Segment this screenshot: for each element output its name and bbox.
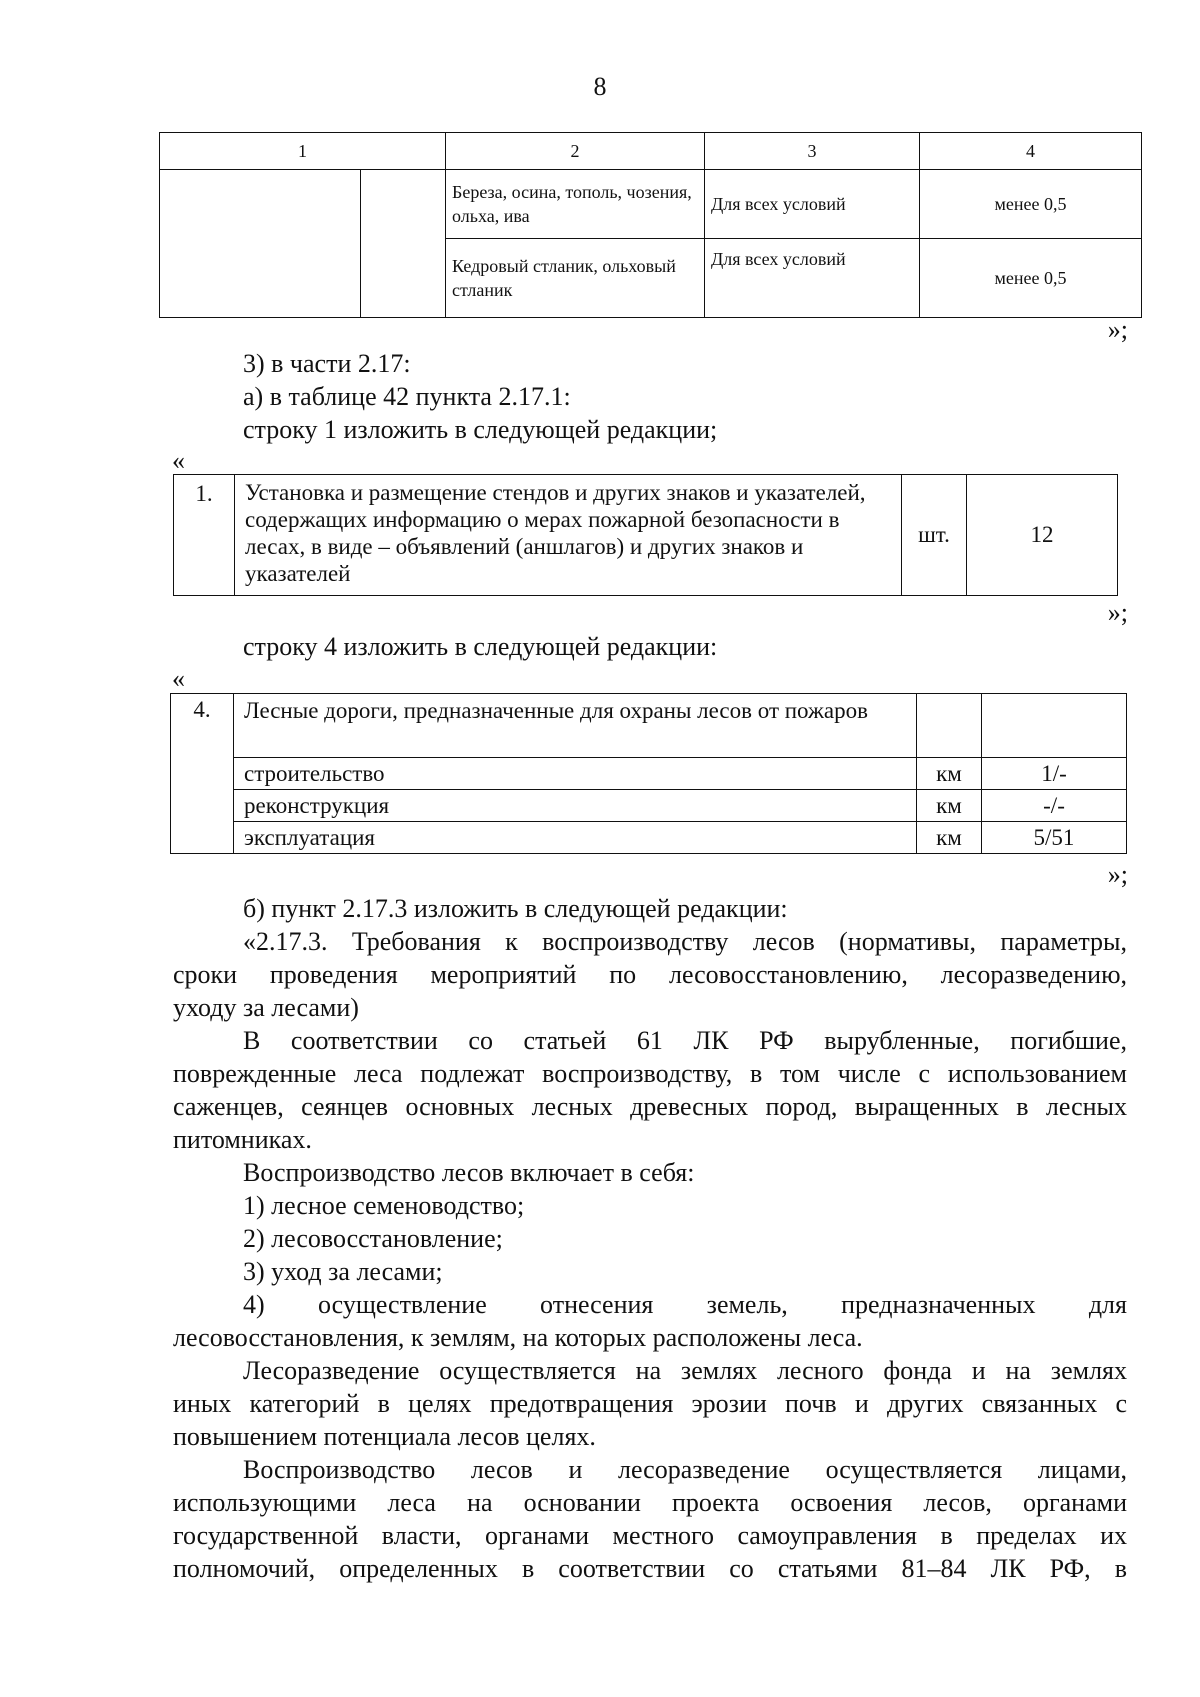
empty-cell [917,694,982,758]
row-quantity: 5/51 [982,822,1127,854]
row-quantity: -/- [982,790,1127,822]
table-header-row [160,133,1142,170]
paragraph-line: питомниках. [173,1125,312,1154]
row-name: строительство [234,758,917,790]
species-cell: Береза, осина, тополь, чозения, ольха, ива [446,170,705,239]
row-number: 1. [174,475,235,596]
row-quantity: 12 [967,475,1118,596]
row-name: эксплуатация [234,822,917,854]
table-row [171,694,1127,758]
header-cell-1: 1 [160,133,446,170]
value-cell: менее 0,5 [920,239,1142,318]
row4-table [170,693,1127,854]
value-cell: менее 0,5 [920,170,1142,239]
list-item: 1) лесное семеноводство; [243,1191,525,1220]
row-unit: шт. [902,475,967,596]
paragraph-line: Воспроизводство лесов и лесоразведение осуществляется лицами, [243,1455,1127,1484]
list-item: 4) осуществление отнесения земель, предназначенных для [243,1290,1127,1319]
header-cell-2: 2 [446,133,705,170]
table-row [174,475,1118,596]
table-row [171,822,1127,854]
paragraph-line: полномочий, определенных в соответствии со статьями 81–84 ЛК РФ, в [173,1554,1127,1583]
header-cell-4: 4 [920,133,1142,170]
row-name: реконструкция [234,790,917,822]
row-description: Установка и размещение стендов и других знаков и указателей, содержащих информацию о мерах пожарной безопасности в лесах, в виде – объявлений (аншлагов) и других знаков и указателей [235,475,902,596]
row-unit: км [917,758,982,790]
condition-cell: Для всех условий [705,239,920,318]
paragraph-line: поврежденные леса подлежат воспроизводству, в том числе с использованием [173,1059,1127,1088]
empty-cell [982,694,1127,758]
paragraph-line: государственной власти, органами местного самоуправления в пределах их [173,1521,1127,1550]
paragraph: строку 4 изложить в следующей редакции: [243,632,718,661]
paragraph-line: «2.17.3. Требования к воспроизводству лесов (нормативы, параметры, [243,927,1127,956]
header-cell-3: 3 [705,133,920,170]
closing-quote: »; [1107,315,1128,344]
empty-cell [361,170,446,318]
opening-quote: « [172,664,185,693]
empty-cell [160,170,361,318]
paragraph: а) в таблице 42 пункта 2.17.1: [243,382,571,411]
species-cell: Кедровый стланик, ольховый стланик [446,239,705,318]
opening-quote: « [172,446,185,475]
paragraph-line: сроки проведения мероприятий по лесовосстановлению, лесоразведению, [173,960,1127,989]
row1-table [173,474,1118,596]
list-item: 2) лесовосстановление; [243,1224,503,1253]
page-number: 8 [593,72,607,101]
table-row [171,758,1127,790]
closing-quote: »; [1107,860,1128,889]
row-quantity: 1/- [982,758,1127,790]
paragraph-line: Лесоразведение осуществляется на землях лесного фонда и на землях [243,1356,1127,1385]
row-title: Лесные дороги, предназначенные для охраны лесов от пожаров [234,694,917,758]
table-row [171,790,1127,822]
paragraph-line: саженцев, сеянцев основных лесных древесных пород, выращенных в лесных [173,1092,1127,1121]
list-item: лесовосстановления, к землям, на которых расположены леса. [173,1323,863,1352]
paragraph-line: В соответствии со статьей 61 ЛК РФ вырубленные, погибшие, [243,1026,1127,1055]
paragraph-line: использующими леса на основании проекта освоения лесов, органами [173,1488,1127,1517]
paragraph: 3) в части 2.17: [243,349,411,378]
list-item: 3) уход за лесами; [243,1257,443,1286]
row-unit: км [917,822,982,854]
species-table [159,132,1142,318]
paragraph-line: уходу за лесами) [173,993,359,1022]
paragraph-line: повышением потенциала лесов целях. [173,1422,596,1451]
row-number: 4. [171,694,234,854]
table-row [160,170,1142,239]
paragraph: Воспроизводство лесов включает в себя: [243,1158,695,1187]
closing-quote: »; [1107,598,1128,627]
paragraph: б) пункт 2.17.3 изложить в следующей редакции: [243,894,788,923]
paragraph-line: иных категорий в целях предотвращения эрозии почв и других связанных с [173,1389,1127,1418]
paragraph: строку 1 изложить в следующей редакции; [243,415,718,444]
row-unit: км [917,790,982,822]
condition-cell: Для всех условий [705,170,920,239]
